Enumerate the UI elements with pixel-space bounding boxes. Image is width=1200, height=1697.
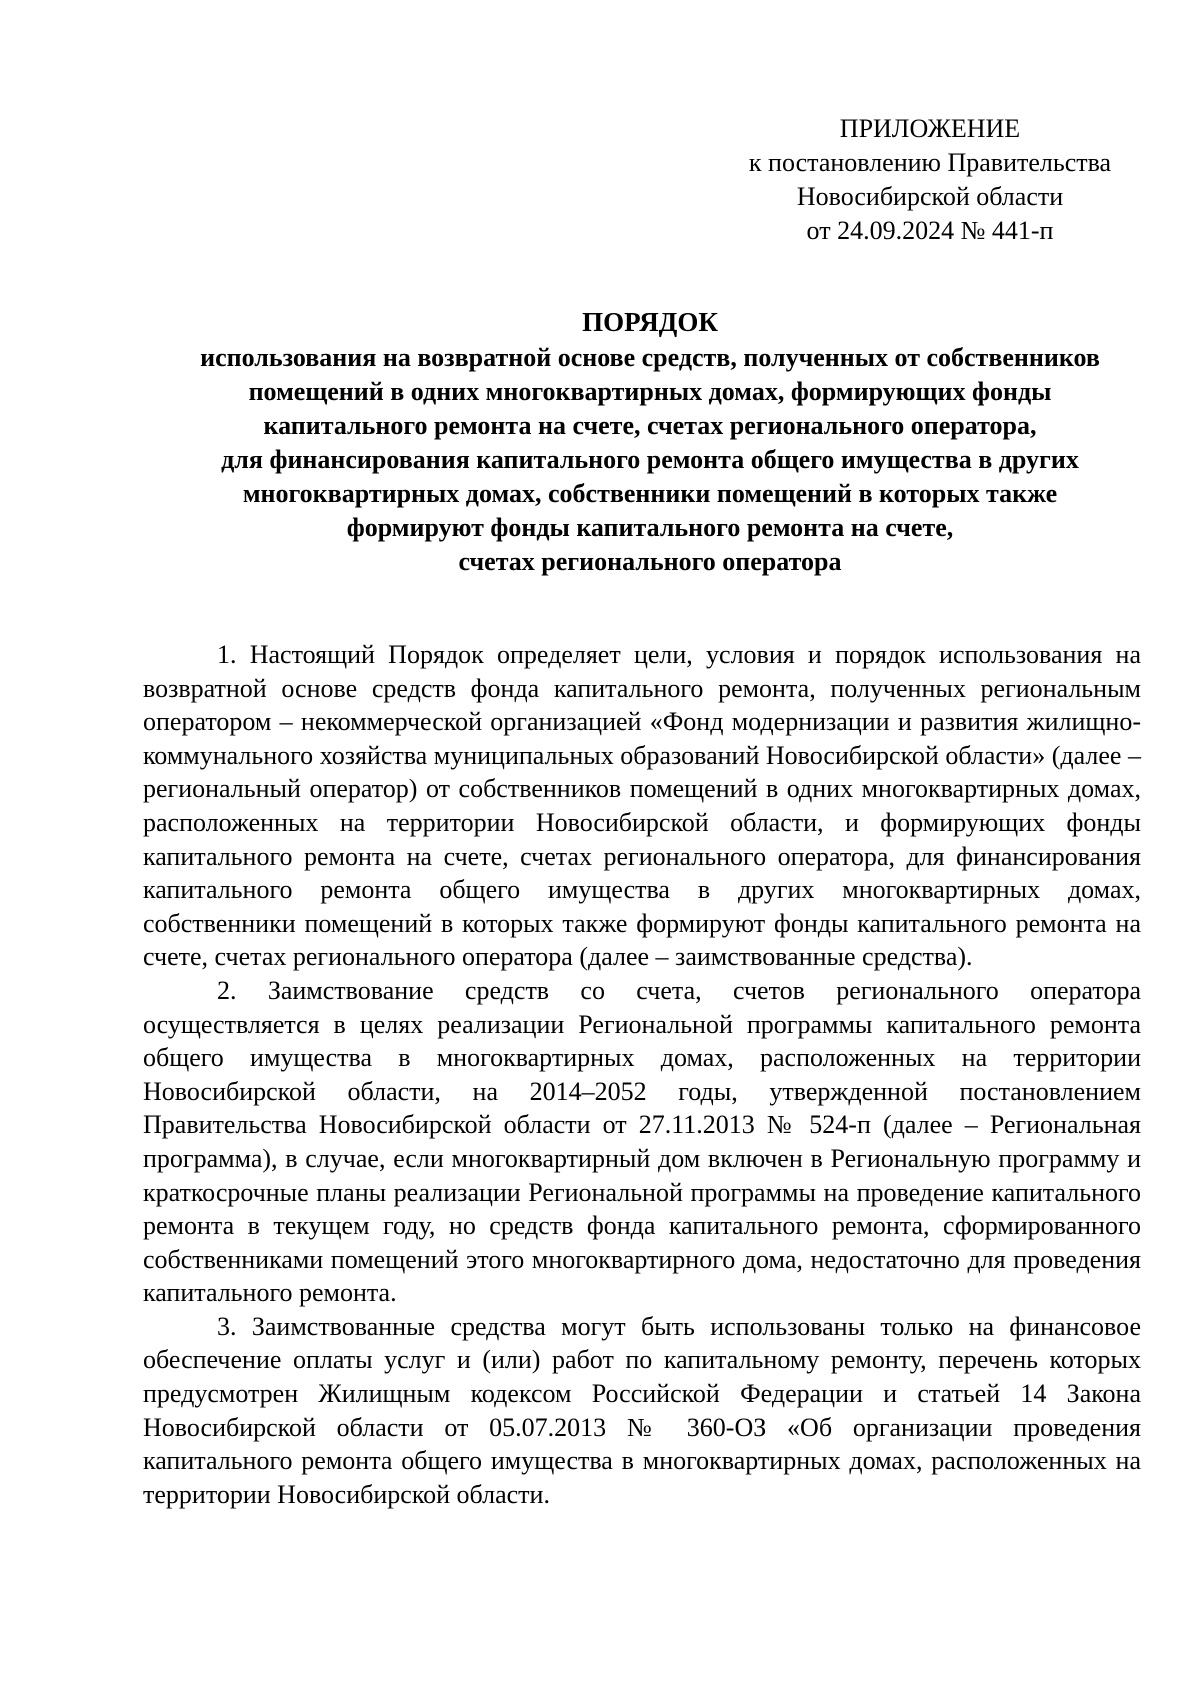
title-heading: ПОРЯДОК — [582, 307, 718, 337]
appendix-block — [740, 112, 1120, 248]
title-line: счетах регионального оператора — [458, 547, 842, 576]
title-line: формируют фонды капитального ремонта на счете, — [346, 513, 954, 542]
document-title — [100, 305, 1200, 579]
paragraph-2: 2. Заимствование средств со счета, счетов регионального оператора осуществляется в целях реализации Региональной программы капитального ремонта общего имущества в многоквартирных домах, расположенных на территории Новосибирской области, на 2014–2052 годы, утвержденной постановлением Правительства Новосибирской области от 27.11.2013 № 524-п (далее – Региональная программа), в случае, если многоквартирный дом включен в Региональную программу и краткосрочные планы реализации Региональной программы на проведение капитального ремонта в текущем году, но средств фонда капитального ремонта, сформированного собственниками помещений этого многоквартирного дома, недостаточно для проведения капитального ремонта. — [143, 975, 1141, 1308]
title-line: помещений в одних многоквартирных домах, формирующих фонды — [248, 377, 1052, 406]
appendix-resolution-ref: к постановлению Правительства — [748, 148, 1112, 177]
paragraph-1: 1. Настоящий Порядок определяет цели, условия и порядок использования на возвратной основе средств фонда капитального ремонта, полученных региональным оператором – некоммерческой организацией «Фонд модернизации и развития жилищно-коммунального хозяйства муниципальных образований Новосибирской области» (далее – региональный оператор) от собственников помещений в одних многоквартирных домах, расположенных на территории Новосибирской области, и формирующих фонды капитального ремонта на счете, счетах регионального оператора, для финансирования капитального ремонта общего имущества в других многоквартирных домах, собственники помещений в которых также формируют фонды капитального ремонта на счете, счетах регионального оператора (далее – заимствованные средства). — [143, 640, 1141, 972]
paragraph-3: 3. Заимствованные средства могут быть использованы только на финансовое обеспечение оплаты услуг и (или) работ по капитальному ремонту, перечень которых предусмотрен Жилищным кодексом Российской Федерации и статьей 14 Закона Новосибирской области от 05.07.2013 № 360-ОЗ «Об организации проведения капитального ремонта общего имущества в многоквартирных домах, расположенных на территории Новосибирской области. — [143, 1311, 1141, 1509]
title-line: многоквартирных домах, собственники помещений в которых также — [242, 479, 1058, 508]
appendix-date-number: от 24.09.2024 № 441-п — [806, 216, 1054, 245]
title-line: для финансирования капитального ремонта общего имущества в других — [221, 445, 1079, 474]
document-body — [143, 638, 1141, 1511]
appendix-region: Новосибирской области — [796, 182, 1064, 211]
appendix-label: ПРИЛОЖЕНИЕ — [839, 114, 1021, 143]
title-line: использования на возвратной основе средств, полученных от собственников — [200, 343, 1100, 372]
title-line: капитального ремонта на счете, счетах регионального оператора, — [263, 411, 1037, 440]
